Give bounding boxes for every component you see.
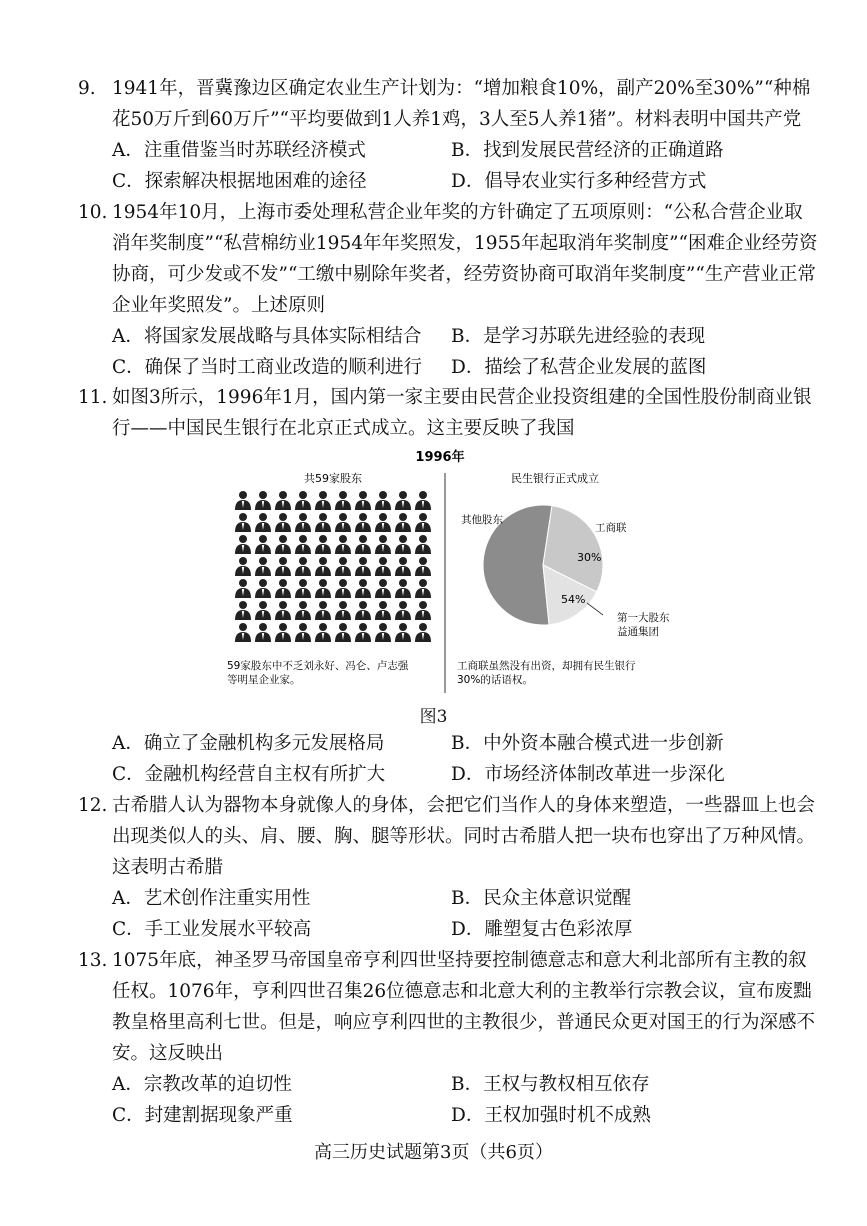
shareholder-person-icon xyxy=(275,513,291,532)
options-row xyxy=(78,135,818,166)
option-b[interactable]: B．找到发展民营经济的正确道路 xyxy=(451,140,724,161)
shareholder-person-icon xyxy=(395,557,411,576)
shareholder-person-icon xyxy=(415,491,431,510)
shareholder-person-icon xyxy=(255,579,271,598)
shareholders-icon-grid xyxy=(235,491,431,642)
shareholder-person-icon xyxy=(355,579,371,598)
shareholder-person-icon xyxy=(295,535,311,554)
option-a[interactable]: A．注重借鉴当时苏联经济模式 xyxy=(112,140,366,161)
left-caption-line-2: 等明星企业家。 xyxy=(227,674,301,686)
pie-label-federation: 工商联 xyxy=(595,522,627,534)
shareholder-person-icon xyxy=(275,491,291,510)
shareholder-person-icon xyxy=(315,557,331,576)
question-11-options xyxy=(78,728,818,790)
question-number: 12. xyxy=(78,795,108,816)
left-panel-title: 共59家股东 xyxy=(304,472,362,485)
pie-label-largest: 第一大股东 xyxy=(617,612,670,624)
shareholder-person-icon xyxy=(375,623,391,642)
options-row xyxy=(78,1069,818,1100)
figure-year-title: 1996年 xyxy=(415,450,465,465)
shareholder-person-icon xyxy=(335,535,351,554)
option-c[interactable]: C．确保了当时工商业改造的顺利进行 xyxy=(112,357,423,378)
figure-3 xyxy=(225,447,670,697)
shareholder-person-icon xyxy=(315,491,331,510)
shareholder-person-icon xyxy=(295,557,311,576)
shareholder-person-icon xyxy=(235,557,251,576)
shareholder-person-icon xyxy=(275,557,291,576)
shareholder-person-icon xyxy=(295,513,311,532)
shareholder-person-icon xyxy=(255,535,271,554)
question-9 xyxy=(78,73,818,197)
options-row xyxy=(78,728,818,759)
shareholder-person-icon xyxy=(255,491,271,510)
options-row xyxy=(78,1100,818,1131)
shareholder-person-icon xyxy=(255,513,271,532)
shareholder-person-icon xyxy=(295,491,311,510)
right-caption-line-2: 30%的话语权。 xyxy=(457,674,533,686)
shareholder-person-icon xyxy=(415,601,431,620)
shareholder-person-icon xyxy=(415,557,431,576)
option-c[interactable]: C．封建割据现象严重 xyxy=(112,1105,293,1126)
shareholder-person-icon xyxy=(395,579,411,598)
question-number: 13. xyxy=(78,950,108,971)
shareholder-person-icon xyxy=(235,601,251,620)
option-d[interactable]: D．市场经济体制改革进一步深化 xyxy=(451,764,725,785)
shareholder-person-icon xyxy=(415,513,431,532)
shareholder-person-icon xyxy=(415,579,431,598)
question-stem: 1075年底，神圣罗马帝国皇帝亨利四世坚持要控制德意志和意大利北部所有主教的叙任权。1076年，亨利四世召集26位德意志和北意大利的主教举行宗教会议，宣布废黜教皇格里高利七世。但是，响应亨利四世的主教很少，普通民众更对国王的行为深感不安。这反映出 xyxy=(112,950,816,1064)
pie-label-largest-name: 益通集团 xyxy=(617,626,659,638)
option-d[interactable]: D．倡导农业实行多种经营方式 xyxy=(451,171,707,192)
question-stem: 古希腊人认为器物本身就像人的身体，会把它们当作人的身体来塑造，一些器皿上也会出现类似人的头、肩、腰、胸、腿等形状。同时古希腊人把一块布也穿出了万种风情。这表明古希腊 xyxy=(112,795,816,878)
shareholder-person-icon xyxy=(235,491,251,510)
shareholder-person-icon xyxy=(315,623,331,642)
option-a[interactable]: A．确立了金融机构多元发展格局 xyxy=(112,733,385,754)
shareholder-person-icon xyxy=(395,623,411,642)
options-row xyxy=(78,166,818,197)
shareholder-person-icon xyxy=(395,491,411,510)
shareholder-person-icon xyxy=(415,623,431,642)
shareholder-person-icon xyxy=(315,601,331,620)
figure-caption: 图3 xyxy=(419,707,448,727)
option-c[interactable]: C．手工业发展水平较高 xyxy=(112,919,312,940)
question-10 xyxy=(78,197,818,383)
option-b[interactable]: B．民众主体意识觉醒 xyxy=(451,888,632,909)
option-b[interactable]: B．是学习苏联先进经验的表现 xyxy=(451,326,706,347)
shareholder-person-icon xyxy=(255,601,271,620)
question-stem: 1941年，晋冀豫边区确定农业生产计划为：“增加粮食10%，副产20%至30%”“种棉花50万斤到60万斤”“平均要做到1人养1鸡，3人至5人养1猪”。材料表明中国共产党 xyxy=(112,78,811,130)
option-b[interactable]: B．中外资本融合模式进一步创新 xyxy=(451,733,724,754)
shareholder-person-icon xyxy=(235,579,251,598)
left-caption-line-1: 59家股东中不乏刘永好、冯仑、卢志强 xyxy=(227,660,409,672)
pie-label-30: 30% xyxy=(577,551,602,564)
option-c[interactable]: C．金融机构经营自主权有所扩大 xyxy=(112,764,386,785)
shareholder-person-icon xyxy=(375,601,391,620)
shareholder-person-icon xyxy=(335,557,351,576)
option-c[interactable]: C．探索解决根据地困难的途径 xyxy=(112,171,367,192)
shareholder-person-icon xyxy=(375,491,391,510)
options-row xyxy=(78,883,818,914)
shareholder-person-icon xyxy=(295,579,311,598)
shareholder-person-icon xyxy=(315,535,331,554)
shareholder-person-icon xyxy=(355,623,371,642)
shareholder-person-icon xyxy=(275,623,291,642)
shareholder-person-icon xyxy=(375,535,391,554)
right-caption-line-1: 工商联虽然没有出资，却拥有民生银行 xyxy=(457,660,636,672)
question-number: 11. xyxy=(78,387,108,408)
shareholder-person-icon xyxy=(355,557,371,576)
options-row xyxy=(78,759,818,790)
figure-graphic xyxy=(225,447,670,697)
option-b[interactable]: B．王权与教权相互依存 xyxy=(451,1074,650,1095)
shareholder-person-icon xyxy=(355,513,371,532)
pie-label-54: 54% xyxy=(561,593,586,606)
shareholder-person-icon xyxy=(295,623,311,642)
right-panel-title: 民生银行正式成立 xyxy=(511,472,599,485)
question-number: 9. xyxy=(78,78,96,99)
shareholder-person-icon xyxy=(395,601,411,620)
pie-leader-line xyxy=(587,603,603,615)
shareholder-person-icon xyxy=(235,623,251,642)
shareholder-person-icon xyxy=(395,513,411,532)
pie-label-others: 其他股东 xyxy=(461,514,503,526)
page-footer: 高三历史试题第3页（共6页） xyxy=(314,1142,553,1163)
shareholder-person-icon xyxy=(255,557,271,576)
option-a[interactable]: A．艺术创作注重实用性 xyxy=(112,888,311,909)
shareholder-person-icon xyxy=(375,513,391,532)
shareholder-person-icon xyxy=(415,535,431,554)
shareholder-person-icon xyxy=(375,557,391,576)
options-row xyxy=(78,321,818,352)
question-number: 10. xyxy=(78,202,108,223)
option-a[interactable]: A．宗教改革的迫切性 xyxy=(112,1074,292,1095)
shareholder-person-icon xyxy=(395,535,411,554)
shareholder-person-icon xyxy=(335,579,351,598)
option-a[interactable]: A．将国家发展战略与具体实际相结合 xyxy=(112,326,422,347)
question-13 xyxy=(78,945,818,1131)
options-row xyxy=(78,914,818,945)
shareholder-person-icon xyxy=(315,513,331,532)
option-d[interactable]: D．王权加强时机不成熟 xyxy=(451,1105,651,1126)
shareholder-person-icon xyxy=(295,601,311,620)
shareholder-person-icon xyxy=(355,491,371,510)
shareholder-person-icon xyxy=(335,623,351,642)
shareholder-person-icon xyxy=(355,535,371,554)
question-11 xyxy=(78,382,818,444)
options-row xyxy=(78,352,818,383)
question-12 xyxy=(78,790,818,945)
shareholder-person-icon xyxy=(235,535,251,554)
shareholder-person-icon xyxy=(275,535,291,554)
shareholder-person-icon xyxy=(355,601,371,620)
option-d[interactable]: D．描绘了私营企业发展的蓝图 xyxy=(451,357,707,378)
option-d[interactable]: D．雕塑复古色彩浓厚 xyxy=(451,919,633,940)
shareholder-person-icon xyxy=(255,623,271,642)
question-stem: 如图3所示，1996年1月，国内第一家主要由民营企业投资组建的全国性股份制商业银行——中国民生银行在北京正式成立。这主要反映了我国 xyxy=(112,387,812,439)
shareholder-person-icon xyxy=(375,579,391,598)
shareholder-person-icon xyxy=(335,513,351,532)
shareholder-person-icon xyxy=(275,579,291,598)
shareholder-person-icon xyxy=(275,601,291,620)
shareholder-person-icon xyxy=(335,601,351,620)
question-stem: 1954年10月，上海市委处理私营企业年奖的方针确定了五项原则：“公私合营企业取消年奖制度”“私营棉纺业1954年年奖照发，1955年起取消年奖制度”“困难企业经劳资协商，可少发或不发”“工缴中剔除年奖者，经劳资协商可取消年奖制度”“生产营业正常企业年奖照发”。上述原则 xyxy=(112,202,818,316)
shareholder-person-icon xyxy=(235,513,251,532)
shareholder-person-icon xyxy=(335,491,351,510)
shareholder-person-icon xyxy=(315,579,331,598)
